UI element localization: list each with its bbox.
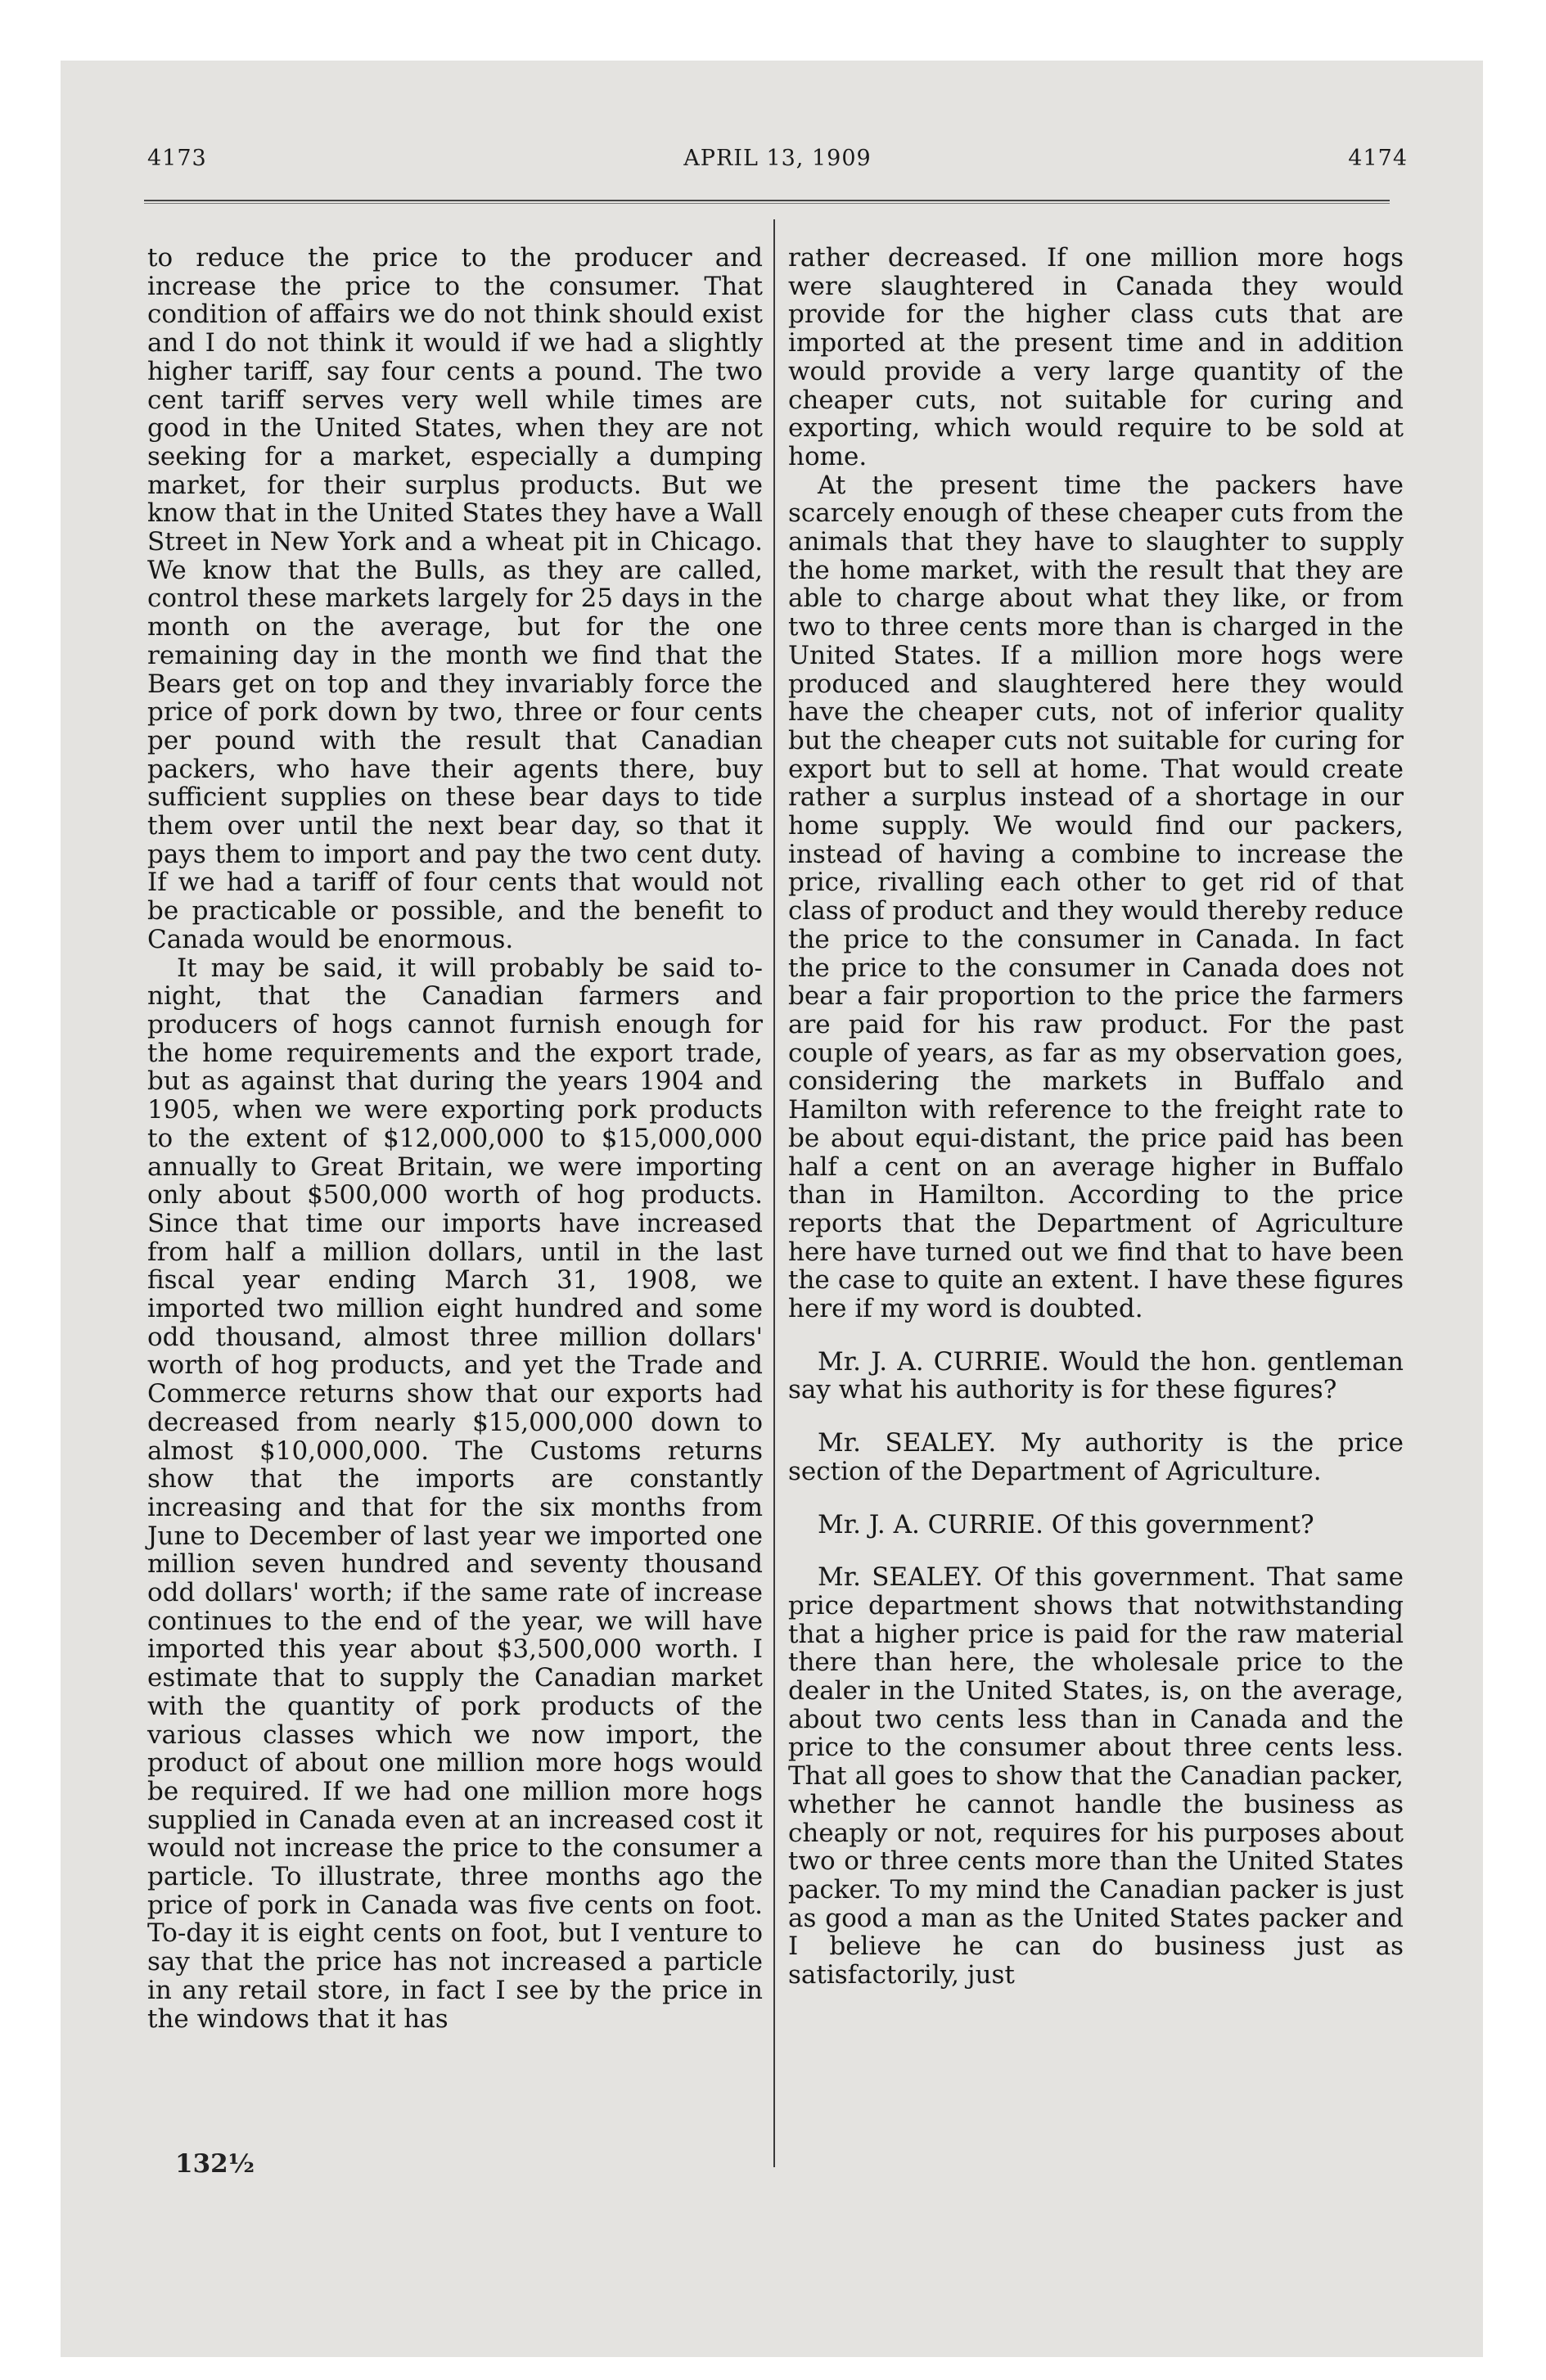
speech-currie-1: Mr. J. A. CURRIE. Would the hon. gentleman say what his authority is for these figures? bbox=[788, 1346, 1404, 1405]
right-paragraph-1: rather decreased. If one million more hogs were slaughtered in Canada they would provide for the higher class cuts that are imported at the present time and in addition would provide a very large quantity of the cheaper cuts, not suitable for curing and exporting, which would require to be sold at home. bbox=[788, 243, 1404, 471]
left-paragraph-1: to reduce the price to the producer and increase the price to the consumer. That condition of affairs we do not think should exist and I do not think it would if we had a slightly higher tariff, say four cents a pound. The two cent tariff serves very well while times are good in the United States, when they are not seeking for a market, especially a dumping market, for their surplus products. But we know that in the United States they have a Wall Street in New York and a wheat pit in Chicago. We know that the Bulls, as they are called, control these markets largely for 25 days in the month on the average, but for the one remaining day in the month we find that the Bears get on top and they invariably force the price of pork down by two, three or four cents per pound with the result that Canadian packers, who have their agents there, buy sufficient supplies on these bear days to tide them over until the next bear day, so that it pays them to import and pay the two cent duty. If we had a tariff of four cents that would not be practicable or possible, and the benefit to Canada would be enormous. bbox=[147, 243, 763, 954]
left-paragraph-2: It may be said, it will probably be said to-night, that the Canadian farmers and producers of hogs cannot furnish enough for the home requirements and the export trade, but as against that during the years 1904 and 1905, when we were exporting pork products to the extent of $12,000,000 to $15,000,000 annually to Great Britain, we were importing only about $500,000 worth of hog products. Since that time our imports have increased from half a million dollars, until in the last fiscal year ending March 31, 1908, we imported two million eight hundred and some odd thousand, almost three million dollars' worth of hog products, and yet the Trade and Commerce returns show that our exports had decreased from nearly $15,000,000 down to almost $10,000,000. The Customs returns show that the imports are constantly increasing and that for the six months from June to December of last year we imported one million seven hundred and seventy thousand odd dollars' worth; if the same rate of increase continues to the end of the year, we will have imported this year about $3,500,000 worth. I estimate that to supply the Canadian market with the quantity of pork products of the various classes which we now import, the product of about one million more hogs would be required. If we had one million more hogs supplied in Canada even at an increased cost it would not increase the price to the consumer a particle. To illustrate, three months ago the price of pork in Canada was five cents on foot. To-day it is eight cents on foot, but I venture to say that the price has not increased a particle in any retail store, in fact I see by the price in the windows that it has bbox=[147, 953, 763, 2034]
page-number-right: 4174 bbox=[1348, 146, 1408, 171]
speech-currie-2: Mr. J. A. CURRIE. Of this government? bbox=[818, 1509, 1314, 1539]
right-paragraph-2: At the present time the packers have scarcely enough of these cheaper cuts from the animals that they have to slaughter to supply the home market, with the result that they are able to charge about what they like, or from two to three cents more than is charged in the United States. If a million more hogs were produced and slaughtered here they would have the cheaper cuts, not of inferior quality but the cheaper cuts not suitable for curing for export but to sell at home. That would create rather a surplus instead of a shortage in our home supply. We would find our packers, instead of having a combine to increase the price, rivalling each other to get rid of that class of product and they would thereby reduce the price to the consumer in Canada. In fact the price to the consumer in Canada does not bear a fair proportion to the price the farmers are paid for his raw product. For the past couple of years, as far as my observation goes, considering the markets in Buffalo and Hamilton with reference to the freight rate to be about equi-distant, the price paid has been half a cent on an average higher in Buffalo than in Hamilton. According to the price reports that the Department of Agriculture here have turned out we find that to have been the case to quite an extent. I have these figures here if my word is doubted. bbox=[788, 470, 1404, 1324]
header-rule bbox=[144, 200, 1390, 204]
page-number-left: 4173 bbox=[147, 146, 207, 171]
page-date: APRIL 13, 1909 bbox=[683, 146, 872, 171]
left-column bbox=[147, 244, 763, 2033]
speech-sealey-2: Mr. SEALEY. Of this government. That same price department shows that notwithstanding that a higher price is paid for the raw material there than here, the wholesale price to the dealer in the United States, is, on the average, about two cents less than in Canada and the price to the consumer about three cents less. That all goes to show that the Canadian packer, whether he cannot handle the business as cheaply or not, requires for his purposes about two or three cents more than the United States packer. To my mind the Canadian packer is just as good a man as the United States packer and I believe he can do business just as satisfactorily, just bbox=[788, 1562, 1404, 1990]
signature-mark: 132½ bbox=[175, 2149, 255, 2179]
column-divider bbox=[773, 219, 775, 2167]
page-header bbox=[147, 146, 1408, 182]
right-column bbox=[788, 244, 1404, 1990]
speech-sealey-1: Mr. SEALEY. My authority is the price section of the Department of Agriculture. bbox=[788, 1428, 1404, 1486]
